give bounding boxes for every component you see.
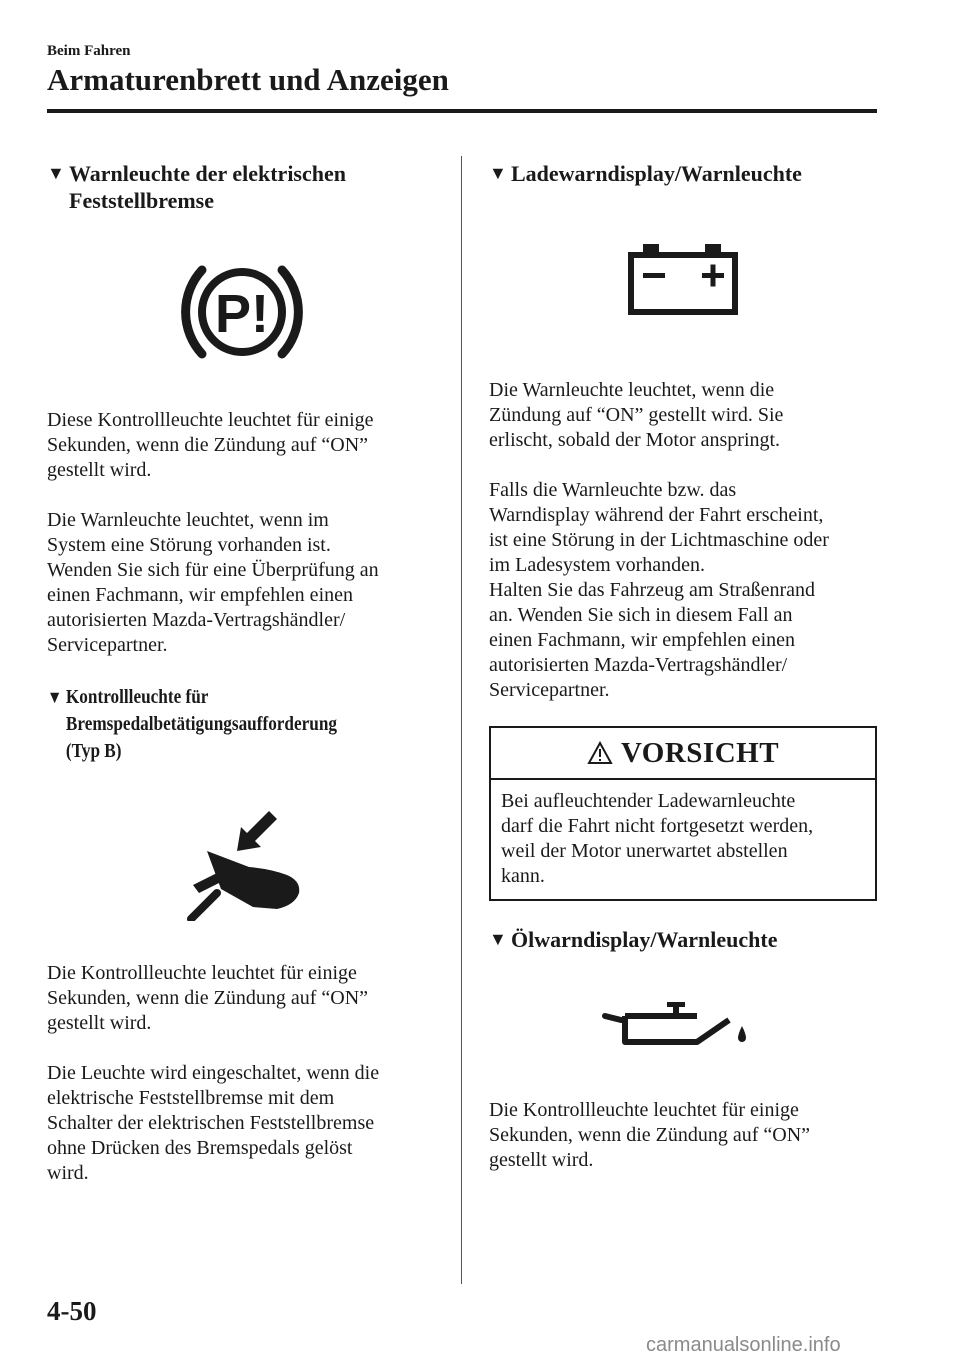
paragraph: Die Kontrollleuchte leuchtet für einige Sekunden, wenn die Zündung auf “ON” gestellt wird. bbox=[489, 1099, 811, 1171]
triangle-bullet-icon: ▼ bbox=[47, 163, 65, 183]
paragraph: Die Warnleuchte leuchtet, wenn die Zündung auf “ON” gestellt wird. Sie erlischt, sobald der Motor anspringt. bbox=[489, 379, 784, 451]
paragraph: Die Kontrollleuchte leuchtet für einige Sekunden, wenn die Zündung auf “ON” gestellt wird. bbox=[47, 962, 369, 1034]
warning-triangle-icon bbox=[587, 741, 613, 765]
page-number: 4-50 bbox=[47, 1296, 97, 1326]
page-header bbox=[47, 42, 877, 99]
section-title-oil-warning: ▼ Ölwarndisplay/Warnleuchte bbox=[489, 927, 778, 952]
section-title-parking-brake-warning: ▼ Warnleuchte der elektrischen Feststellbremse bbox=[47, 161, 346, 213]
paragraph: Die Warnleuchte leuchtet, wenn im System eine Störung vorhanden ist. Wenden Sie sich für eine Überprüfung an einen Fachmann, wir empfehlen einen autorisierten Mazda-Vertragshändler/ Servicepartner. bbox=[47, 509, 379, 656]
triangle-bullet-icon: ▼ bbox=[489, 163, 507, 183]
caution-box bbox=[489, 726, 877, 901]
oil-section bbox=[489, 926, 879, 1173]
caution-header bbox=[491, 728, 875, 780]
triangle-bullet-icon: ▼ bbox=[489, 929, 507, 949]
paragraph: Die Leuchte wird eingeschaltet, wenn die elektrische Feststellbremse mit dem Schalter der elektrischen Feststellbremse ohne Drücken des Bremspedals gelöst wird. bbox=[47, 1062, 380, 1184]
caution-title: VORSICHT bbox=[620, 736, 780, 769]
brake-pedal-request-icon bbox=[47, 809, 437, 921]
left-column bbox=[47, 160, 437, 1186]
right-column bbox=[489, 160, 879, 703]
paragraph: Diese Kontrollleuchte leuchtet für einige Sekunden, wenn die Zündung auf “ON” gestellt wird. bbox=[47, 409, 374, 481]
breadcrumb: Beim Fahren bbox=[47, 43, 131, 59]
parking-brake-glyph: P! bbox=[215, 284, 269, 344]
watermark-link[interactable]: carmanualsonline.info bbox=[646, 1334, 841, 1356]
column-divider bbox=[461, 156, 462, 1284]
triangle-bullet-icon: ▼ bbox=[47, 687, 63, 707]
section-title-charge-warning: ▼ Ladewarndisplay/Warnleuchte bbox=[489, 161, 802, 186]
header-rule bbox=[47, 109, 877, 113]
caution-text: Bei aufleuchtender Ladewarnleuchte darf die Fahrt nicht fortgesetzt werden, weil der Motor unerwartet abstellen kann. bbox=[501, 790, 814, 887]
paragraph: Falls die Warnleuchte bzw. das Warndisplay während der Fahrt erscheint, ist eine Störung in der Lichtmaschine oder im Ladesystem vorhanden. Halten Sie das Fahrzeug am Straßenrand an. Wenden Sie sich in diesem Fall an einen Fachmann, wir empfehlen einen autorisierten Mazda-Vertragshändler/ Servicepartner. bbox=[489, 479, 829, 701]
parking-brake-warning-icon bbox=[47, 258, 437, 366]
minus-icon bbox=[643, 273, 665, 278]
oil-can-icon bbox=[489, 998, 879, 1048]
battery-icon bbox=[489, 244, 879, 316]
chapter-title: Armaturenbrett und Anzeigen bbox=[47, 62, 449, 97]
section-title-brake-pedal-indicator: ▼ Kontrollleuchte für Bremspedalbetätigungsaufforderung (Typ B) bbox=[47, 684, 436, 765]
